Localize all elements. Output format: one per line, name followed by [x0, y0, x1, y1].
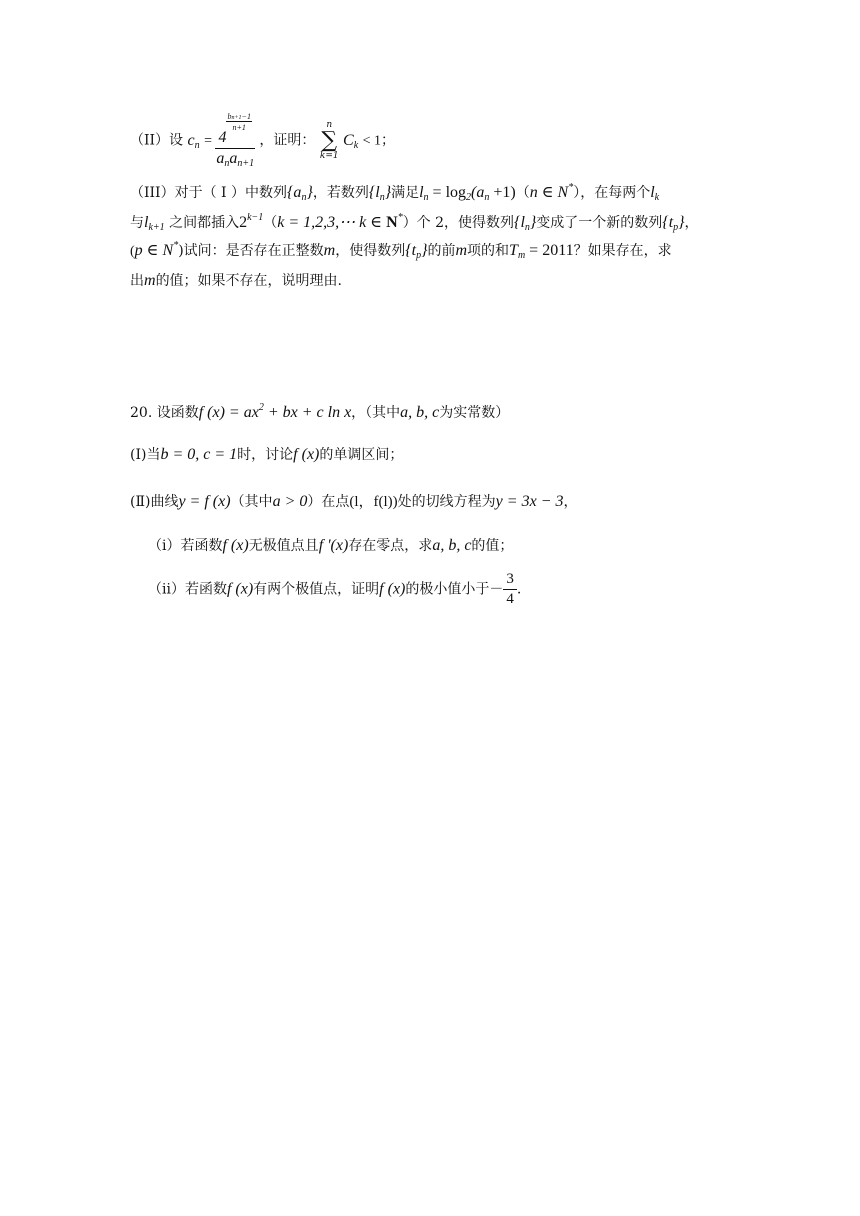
m-var: m	[144, 272, 156, 289]
cn-denominator: $a_na_{n+1}$	[216, 150, 255, 169]
text: ），在每两个	[573, 185, 651, 201]
part-label: (Ⅱ)曲线	[130, 494, 179, 510]
condition: a > 0	[272, 493, 308, 510]
q20-line4	[148, 535, 513, 555]
inequality: < 1；	[362, 133, 396, 149]
cn-symbol: $c_n$	[187, 131, 200, 151]
q19-part3-line1	[130, 182, 659, 203]
prove-text: ，证明：	[259, 132, 316, 149]
ck-term: $C_k$	[343, 131, 359, 151]
function: f (x)	[293, 446, 320, 463]
text: ，	[563, 494, 578, 510]
constants: a, b, c	[432, 537, 472, 554]
subpart-label: （ⅰ）若函数	[148, 538, 223, 554]
subpart-label: （ⅱ）若函数	[148, 581, 227, 598]
minus-sign: －	[489, 581, 504, 598]
text: 的值；如果不存在，说明理由.	[155, 273, 343, 289]
q20-line3	[130, 490, 577, 511]
function-definition: f $(x) = ax^2$ + bx + c ln x	[198, 402, 352, 421]
text: 时，讨论	[237, 447, 294, 463]
sequence-ln: $\{l_n\}$	[368, 184, 392, 203]
p-domain: p ∈ N*	[134, 240, 179, 259]
text: 有两个极值点，证明	[253, 581, 380, 598]
sequence-tp-2: $\{t_p\}$	[405, 242, 428, 261]
n-domain: n ∈ N*	[529, 182, 574, 201]
q19-part3-line4	[130, 270, 342, 290]
sequence-tp: $\{t_p\}$	[662, 214, 685, 233]
text: 之间都插入	[164, 215, 240, 231]
summation: n ∑ k=1	[319, 119, 339, 161]
m-var: m	[323, 242, 336, 259]
text: ，（其中	[351, 405, 401, 421]
q19-part3-line3	[130, 240, 672, 261]
tangent-line: y = 3x − 3	[495, 493, 564, 510]
text: 项的和	[467, 243, 510, 259]
text: ，若数列	[312, 185, 369, 201]
part-label: (Ⅰ)当	[130, 447, 161, 463]
cn-numerator: 4 $\frac{bn+1-1}{n+1}$	[215, 112, 254, 149]
function: f (x)	[222, 537, 249, 554]
tm-sum: $T_m = 2011$	[509, 242, 574, 261]
point: (l，f(l))	[349, 494, 398, 510]
text: 与	[130, 215, 144, 231]
text: 的前	[427, 243, 456, 259]
text: 存在零点，求	[348, 538, 433, 554]
text: 的极小值小于	[405, 581, 490, 598]
text: 无极值点且	[248, 538, 319, 554]
text: ，	[684, 215, 699, 231]
text: ）个 2，使得数列	[402, 215, 515, 231]
condition: b = 0, c = 1	[160, 446, 238, 463]
text: 处的切线方程为	[397, 494, 496, 510]
constants: a, b, c	[400, 404, 440, 421]
lk-term: $l_k$	[650, 184, 660, 203]
equals-sign: =	[204, 133, 216, 149]
cn-fraction	[215, 112, 254, 169]
text: )试问：是否存在正整数	[178, 243, 324, 259]
text: （其中	[230, 494, 273, 510]
text: 满足	[391, 185, 420, 201]
q20-line1	[130, 402, 509, 422]
text: (	[130, 244, 135, 259]
derivative: f '(x)	[318, 537, 349, 554]
function: f (x)	[379, 580, 406, 598]
text: 出	[130, 273, 144, 289]
text: ）在点	[307, 494, 350, 510]
q19-part2-label: （II）设	[130, 132, 184, 149]
function: f (x)	[226, 580, 254, 598]
exponent-fraction: $\frac{bn+1-1}{n+1}$	[227, 112, 251, 132]
q20-line5	[148, 571, 521, 608]
m-var: m	[455, 242, 468, 259]
k-range: k = 1,2,3,⋯ k ∈ N*	[277, 212, 403, 231]
text: ，使得数列	[335, 243, 406, 259]
question-number: 20. 设函数	[130, 405, 199, 421]
sequence-an: $\{a_n\}$	[287, 184, 313, 203]
curve: y = f (x)	[178, 493, 231, 510]
text: .	[516, 581, 522, 598]
text: 变成了一个新的数列	[536, 215, 663, 231]
ln-definition: $l_n = \log_2(a_n +1)$	[419, 184, 516, 203]
lk1-term: $l_{k+1}$	[144, 214, 165, 233]
three-quarters: $\frac{3}{4}$	[503, 571, 517, 608]
text: 的值；	[471, 538, 514, 554]
text: ？如果存在，求	[573, 243, 672, 259]
text: （III）对于（ I ）中数列	[130, 185, 288, 201]
q19-part3-line2	[130, 212, 699, 233]
q19-part2	[130, 112, 395, 169]
q20-line2	[130, 444, 403, 464]
text: 的单调区间；	[319, 447, 404, 463]
sequence-ln-2: $\{l_n\}$	[514, 214, 537, 233]
text: （	[515, 185, 530, 201]
text: （	[263, 215, 278, 231]
text: 为实常数）	[439, 405, 510, 421]
power-term: $2^{k-1}$	[239, 212, 264, 231]
